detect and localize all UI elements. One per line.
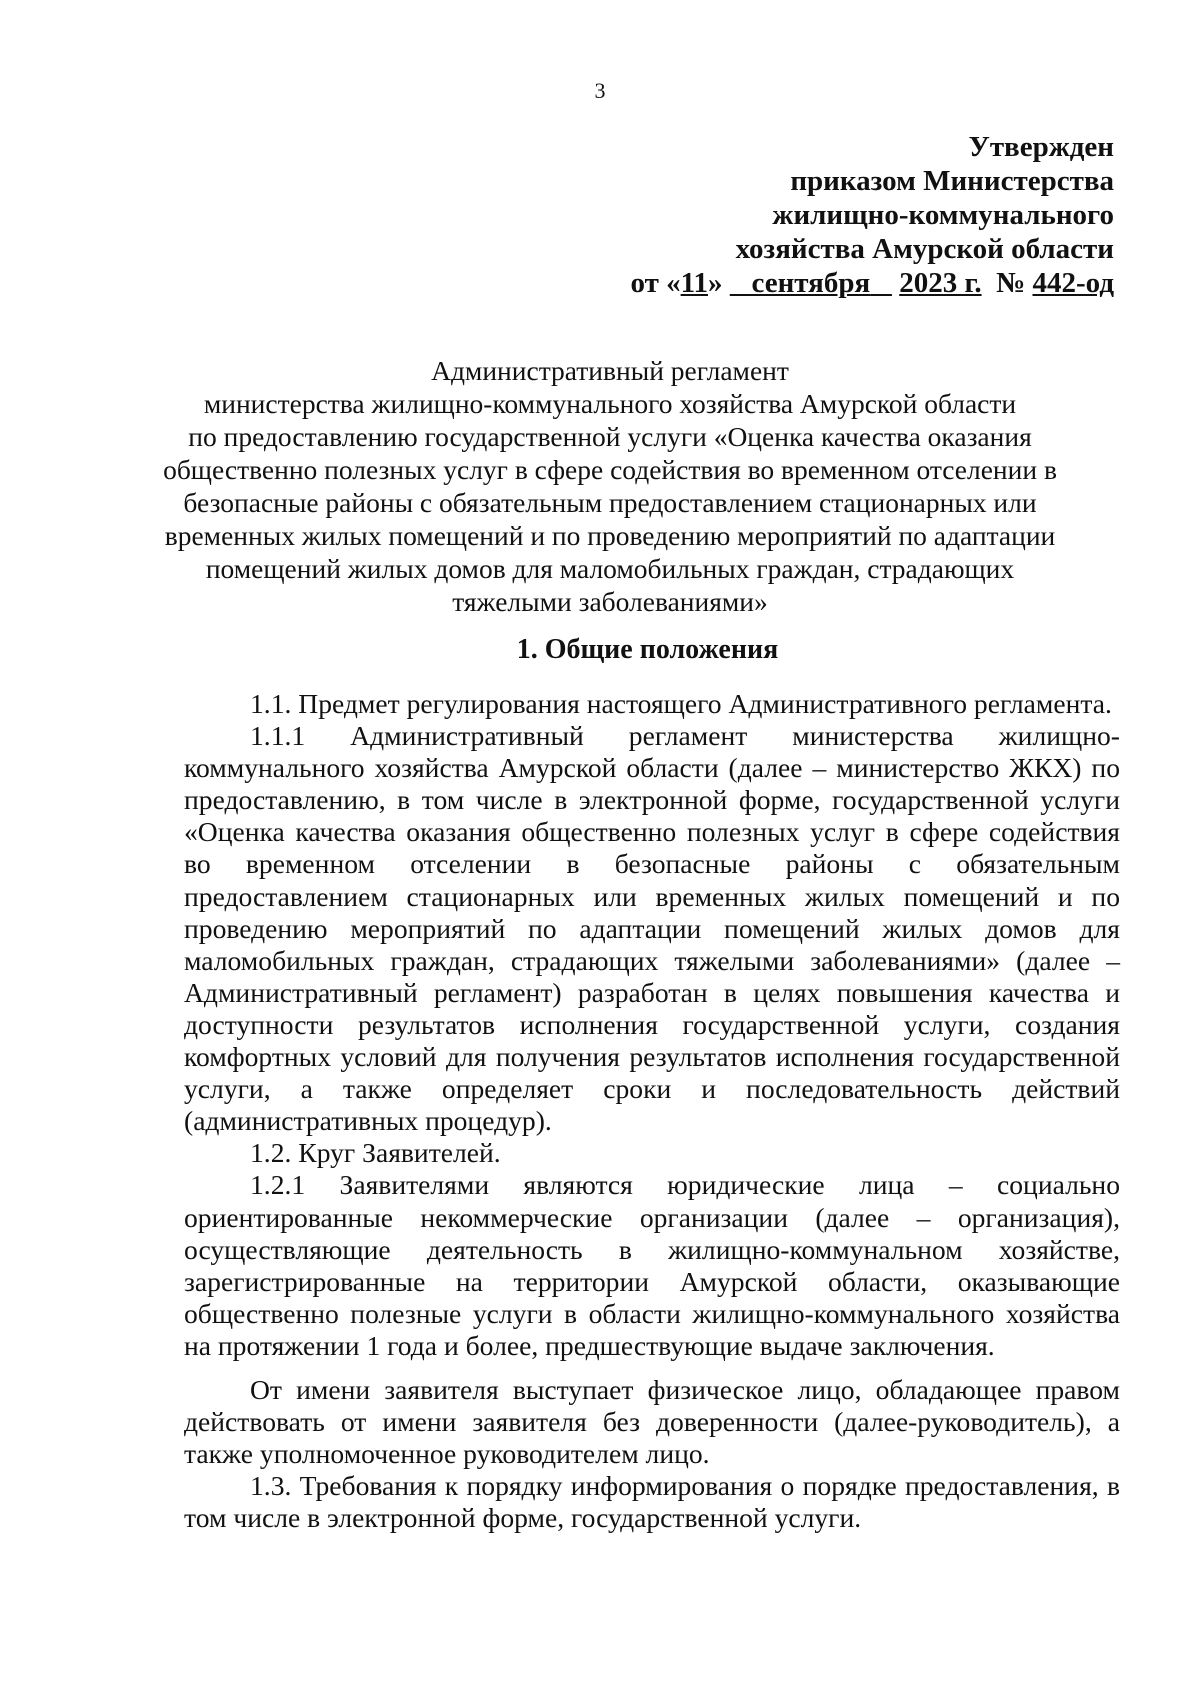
- paragraph-1-2: 1.2. Круг Заявителей.: [250, 1137, 501, 1169]
- document-title: [150, 354, 1070, 618]
- approval-line: жилищно-коммунального: [772, 199, 1114, 231]
- title-line: по предоставлению государственной услуги «Оценка качества оказания: [188, 421, 1032, 452]
- title-line: помещений жилых домов для маломобильных граждан, страдающих: [205, 553, 1015, 584]
- title-line: безопасные районы с обязательным предоставлением стационарных или: [183, 487, 1037, 518]
- section-heading: 1. Общие положения: [516, 634, 779, 665]
- order-day: 11: [680, 267, 708, 299]
- order-number: 442-од: [1032, 267, 1114, 299]
- date-quote-close: »: [708, 267, 723, 299]
- approval-stamp-block: [630, 130, 1114, 300]
- approval-line: приказом Министерства: [790, 165, 1114, 197]
- date-prefix: от «: [630, 267, 681, 299]
- page-number: 3: [594, 78, 606, 103]
- paragraph-1-3: 1.3. Требования к порядку информирования о порядке предоставления, в том числе в электронной форме, государственной услуги.: [184, 1470, 1120, 1534]
- number-sign: №: [996, 267, 1026, 299]
- approval-line: Утвержден: [968, 131, 1114, 163]
- title-line: Административный регламент: [431, 355, 789, 386]
- approval-line: хозяйства Амурской области: [735, 233, 1114, 265]
- title-line: министерства жилищно-коммунального хозяйства Амурской области: [203, 388, 1017, 419]
- paragraph-representative: От имени заявителя выступает физическое лицо, обладающее правом действовать от имени заявителя без доверенности (далее-руководитель), а также уполномоченное руководителем лицо.: [184, 1373, 1120, 1470]
- paragraph-1-1-1: 1.1.1 Административный регламент министерства жилищно-коммунального хозяйства Амурской области (далее – министерство ЖКХ) по предоставлению, в том числе в электронной форме, государственной услуги «Оценка качества оказания общественно полезных услуг в сфере содействия во временном отселении в безопасные районы с обязательным предоставлением стационарных или временных жилых помещений и по проведению мероприятий по адаптации помещений жилых домов для маломобильных граждан, страдающих тяжелыми заболеваниями» (далее – Административный регламент) разработан в целях повышения качества и доступности результатов исполнения государственной услуги, создания комфортных условий для получения результатов исполнения государственной услуги, а также определяет сроки и последовательность действий (административных процедур).: [184, 720, 1120, 1137]
- order-year: 2023 г.: [899, 267, 982, 299]
- title-line: тяжелыми заболеваниями»: [452, 586, 768, 617]
- document-body: [184, 688, 1120, 1534]
- paragraph-1-1: 1.1. Предмет регулирования настоящего Административного регламента.: [250, 688, 1112, 719]
- title-line: общественно полезных услуг в сфере содействия во временном отселении в: [163, 454, 1057, 485]
- order-month: сентября: [751, 267, 871, 299]
- paragraph-1-2-1: 1.2.1 Заявителями являются юридические лица – социально ориентированные некоммерческие организации (далее – организация), осуществляющие деятельность в жилищно-коммунальном хозяйстве, зарегистрированные на территории Амурской области, оказывающие общественно полезные услуги в области жилищно-коммунального хозяйства на протяжении 1 года и более, предшествующие выдаче заключения.: [184, 1169, 1120, 1361]
- approval-date-line: [630, 266, 1114, 300]
- title-line: временных жилых помещений и по проведению мероприятий по адаптации: [164, 520, 1056, 551]
